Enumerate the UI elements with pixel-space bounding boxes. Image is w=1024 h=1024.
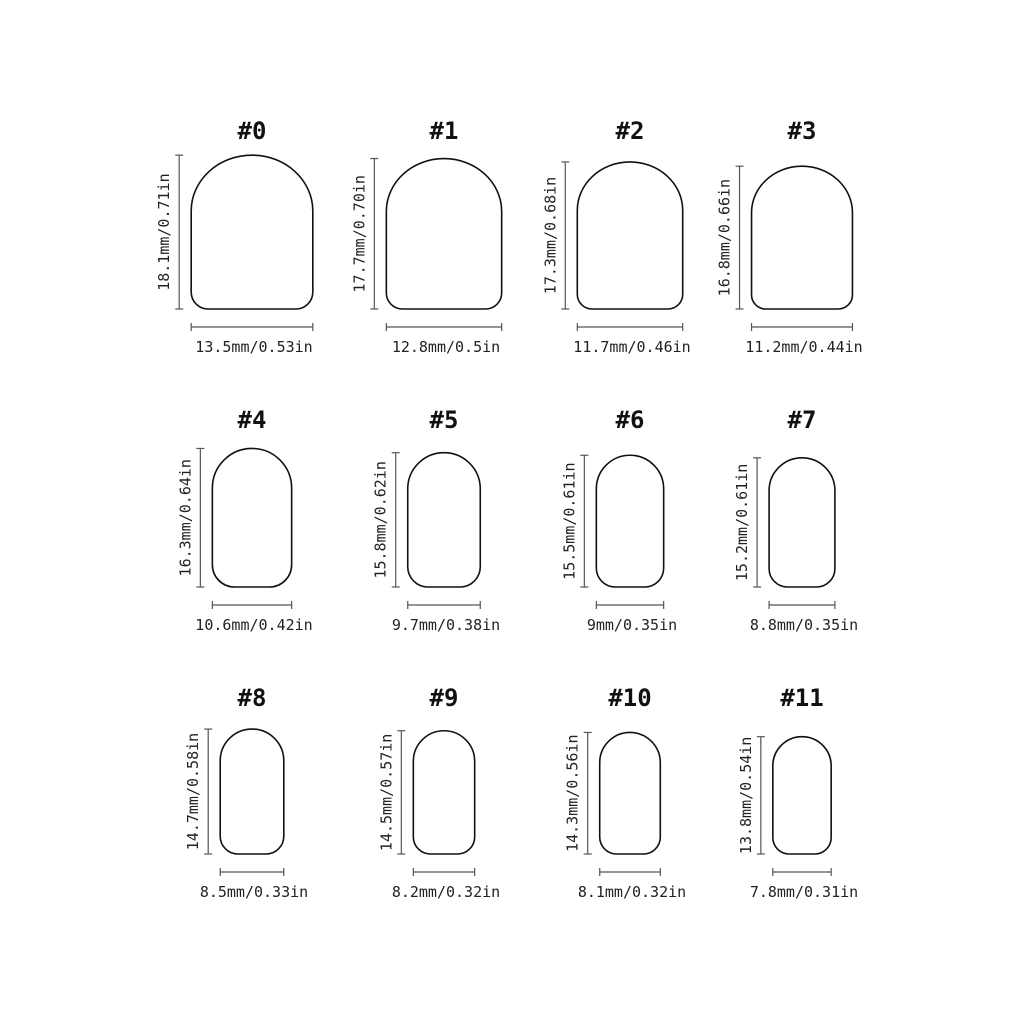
- nail-outline: [191, 155, 313, 309]
- nail-2: [541, 117, 690, 356]
- length-label: 17.7mm/0.70in: [350, 175, 369, 293]
- nail-3: [716, 117, 863, 356]
- width-label: 11.2mm/0.44in: [745, 338, 863, 356]
- length-label: 16.3mm/0.64in: [176, 459, 195, 577]
- nail-title: #5: [429, 406, 459, 434]
- nail-7: [733, 406, 858, 634]
- length-label: 14.3mm/0.56in: [563, 734, 582, 852]
- width-label: 11.7mm/0.46in: [573, 338, 691, 356]
- nail-0: [155, 117, 313, 356]
- nail-title: #8: [237, 684, 267, 712]
- nail-outline: [212, 448, 291, 587]
- nail-title: #9: [429, 684, 459, 712]
- length-label: 14.5mm/0.57in: [377, 733, 396, 852]
- nail-title: #0: [237, 117, 267, 145]
- length-label: 16.8mm/0.66in: [715, 178, 734, 297]
- nail-title: #11: [780, 684, 824, 712]
- length-label: 18.1mm/0.71in: [155, 173, 174, 291]
- length-label: 13.8mm/0.54in: [736, 736, 755, 855]
- length-label: 17.3mm/0.68in: [541, 176, 560, 295]
- nail-outline: [752, 166, 853, 309]
- length-label: 15.8mm/0.62in: [371, 461, 390, 579]
- nail-outline: [773, 737, 831, 854]
- nail-title: #1: [429, 117, 459, 145]
- nail-outline: [596, 455, 663, 587]
- width-label: 12.8mm/0.5in: [391, 338, 501, 356]
- width-label: 8.8mm/0.35in: [749, 616, 859, 634]
- width-label: 9.7mm/0.38in: [391, 616, 501, 634]
- length-label: 14.7mm/0.58in: [184, 732, 203, 851]
- length-label: 15.2mm/0.61in: [733, 463, 752, 582]
- nail-title: #7: [787, 406, 817, 434]
- width-label: 8.1mm/0.32in: [577, 883, 687, 901]
- nail-outline: [386, 159, 501, 309]
- nail-outline: [769, 458, 835, 587]
- nail-9: [377, 684, 500, 901]
- length-label: 15.5mm/0.61in: [560, 462, 579, 580]
- nail-outline: [220, 729, 284, 854]
- nail-outline: [600, 732, 661, 854]
- nail-title: #3: [787, 117, 817, 145]
- nail-outline: [413, 731, 474, 854]
- nail-1: [350, 117, 501, 356]
- nail-6: [560, 406, 677, 634]
- nail-outline: [408, 453, 481, 587]
- nail-5: [372, 406, 500, 634]
- nail-title: #4: [237, 406, 267, 434]
- width-label: 13.5mm/0.53in: [195, 338, 313, 356]
- nail-10: [564, 684, 686, 901]
- width-label: 9mm/0.35in: [586, 616, 678, 634]
- nail-outline: [577, 162, 682, 309]
- nail-title: #10: [608, 684, 652, 712]
- nail-title: #2: [615, 117, 645, 145]
- nail-8: [184, 684, 308, 901]
- width-label: 8.2mm/0.32in: [391, 883, 501, 901]
- nail-11: [737, 684, 858, 901]
- nail-4: [176, 406, 312, 634]
- width-label: 7.8mm/0.31in: [749, 883, 859, 901]
- nail-title: #6: [615, 406, 645, 434]
- width-label: 8.5mm/0.33in: [199, 883, 309, 901]
- width-label: 10.6mm/0.42in: [195, 616, 313, 634]
